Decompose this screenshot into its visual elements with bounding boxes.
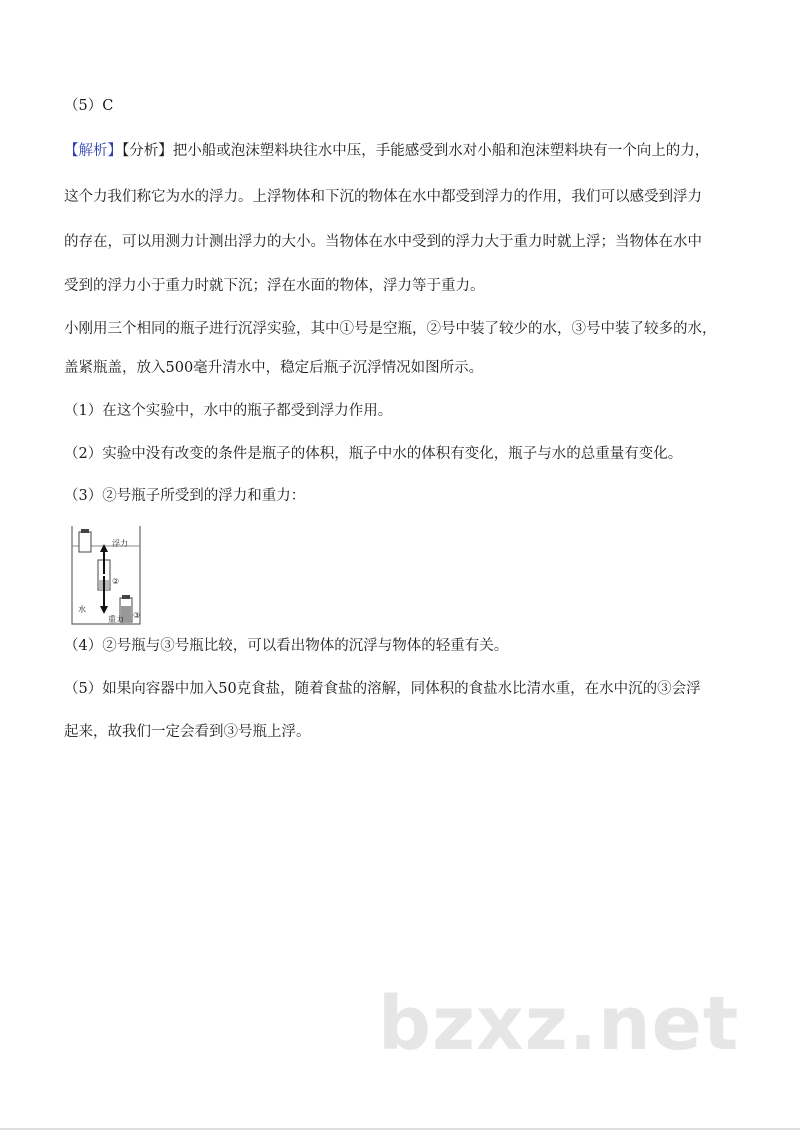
item-4: （4）②号瓶与③号瓶比较，可以看出物体的沉浮与物体的轻重有关。: [64, 638, 509, 654]
buoyancy-diagram-svg: [70, 524, 142, 628]
item-3: （3）②号瓶子所受到的浮力和重力：: [64, 488, 306, 504]
analysis-line-4: 受到的浮力小于重力时就下沉；浮在水面的物体，浮力等于重力。: [64, 278, 485, 294]
analysis-tag: 【解析】: [64, 143, 122, 159]
bottle-1-cap: [81, 529, 89, 533]
analysis-line-1: [64, 141, 764, 161]
buoyancy-diagram: [70, 524, 142, 628]
gravity-label: 重力: [108, 615, 124, 624]
item-1: （1）在这个实验中，水中的瓶子都受到浮力作用。: [64, 403, 393, 419]
analysis-line-2: 这个力我们称它为水的浮力。上浮物体和下沉的物体在水中都受到浮力的作用，我们可以感受到浮力: [64, 189, 702, 205]
water-label: 水: [78, 605, 86, 614]
watermark: bzxz.net: [378, 981, 740, 1067]
buoyancy-arrow: [100, 544, 108, 552]
bottle-3-label: ③: [133, 611, 141, 620]
question-line-2: 盖紧瓶盖，放入500毫升清水中，稳定后瓶子沉浮情况如图所示。: [64, 360, 484, 376]
gravity-arrow: [100, 606, 108, 614]
bottle-2-label: ②: [112, 577, 120, 586]
analysis-line-3: 的存在，可以用测力计测出浮力的大小。当物体在水中受到的浮力大于重力时就上浮；当物体在水中: [64, 234, 702, 250]
answer-5-line: （5）C: [64, 98, 114, 114]
buoyancy-label: 浮力: [112, 539, 128, 548]
bottle-1-shape: [79, 532, 91, 552]
analysis-text: 【分析】把小船或泡沫塑料块往水中压，手能感受到水对小船和泡沫塑料块有一个向上的力，: [122, 143, 710, 159]
question-line-1: 小刚用三个相同的瓶子进行沉浮实验，其中①号是空瓶，②号中装了较少的水，③号中装了较多的水，: [64, 321, 717, 337]
page-bottom-rule: [0, 1128, 800, 1130]
item-5-line-1: （5）如果向容器中加入50克食盐，随着食盐的溶解，同体积的食盐水比清水重，在水中沉的③会浮: [64, 681, 701, 697]
item-5-line-2: 起来，故我们一定会看到③号瓶上浮。: [64, 724, 311, 740]
item-2: （2）实验中没有改变的条件是瓶子的体积，瓶子中水的体积有变化，瓶子与水的总重量有变化。: [64, 446, 683, 462]
